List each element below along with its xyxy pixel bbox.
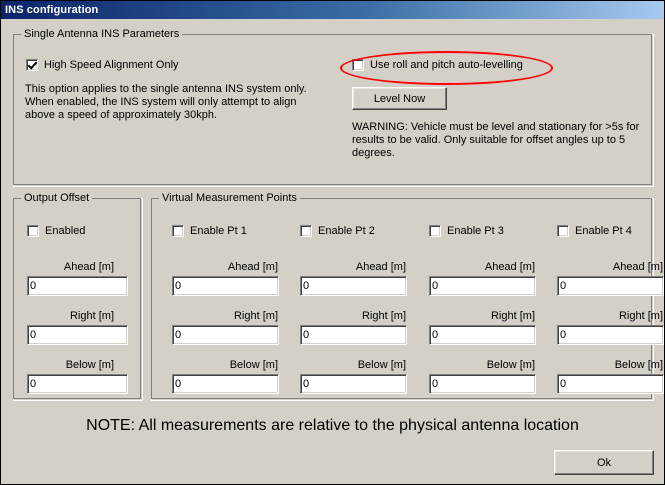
output-offset-below-label: Below [m] xyxy=(65,359,114,371)
checkbox-box-icon xyxy=(557,225,569,237)
output-offset-enabled-label: Enabled xyxy=(45,225,86,237)
pt1-below-input[interactable]: 0 xyxy=(172,374,279,394)
enable-pt-4-label: Enable Pt 4 xyxy=(575,225,632,237)
window-title: INS configuration xyxy=(5,4,99,16)
output-offset-group-title: Output Offset xyxy=(21,192,92,204)
high-speed-alignment-label: High Speed Alignment Only xyxy=(44,59,179,71)
pt3-right-label: Right [m] xyxy=(490,310,535,322)
output-offset-ahead-input[interactable]: 0 xyxy=(27,276,128,296)
output-offset-ahead-label: Ahead [m] xyxy=(63,261,114,273)
checkbox-box-icon xyxy=(26,59,38,71)
level-now-warning: WARNING: Vehicle must be level and stationary for >5s for results to be valid. Only suitable for offset angles up to 5 degrees. xyxy=(352,121,640,159)
enable-pt-1-label: Enable Pt 1 xyxy=(190,225,247,237)
pt2-right-input[interactable]: 0 xyxy=(300,325,407,345)
single-antenna-group xyxy=(13,28,654,187)
checkbox-box-icon xyxy=(27,225,39,237)
enable-pt-3-checkbox[interactable] xyxy=(429,225,504,237)
pt4-ahead-label: Ahead [m] xyxy=(612,261,663,273)
checkbox-box-icon xyxy=(429,225,441,237)
single-antenna-description: This option applies to the single antenna INS system only. When enabled, the INS system will only attempt to align above a speed of approximately 30kph. xyxy=(25,83,307,121)
enable-pt-3-label: Enable Pt 3 xyxy=(447,225,504,237)
pt1-right-label: Right [m] xyxy=(233,310,278,322)
pt3-ahead-label: Ahead [m] xyxy=(484,261,535,273)
output-offset-enabled-checkbox[interactable] xyxy=(27,225,85,237)
enable-pt-2-label: Enable Pt 2 xyxy=(318,225,375,237)
ok-button[interactable]: Ok xyxy=(554,450,654,475)
enable-pt-2-checkbox[interactable] xyxy=(300,225,375,237)
pt3-below-label: Below [m] xyxy=(486,359,535,371)
output-offset-right-label: Right [m] xyxy=(69,310,114,322)
pt4-right-label: Right [m] xyxy=(618,310,663,322)
pt3-right-input[interactable]: 0 xyxy=(429,325,536,345)
auto-levelling-label: Use roll and pitch auto-levelling xyxy=(370,59,523,71)
level-now-button[interactable]: Level Now xyxy=(352,87,447,110)
pt2-below-input[interactable]: 0 xyxy=(300,374,407,394)
checkbox-box-icon xyxy=(300,225,312,237)
enable-pt-4-checkbox[interactable] xyxy=(557,225,632,237)
pt2-below-label: Below [m] xyxy=(357,359,406,371)
single-antenna-group-title: Single Antenna INS Parameters xyxy=(21,28,182,40)
output-offset-group xyxy=(13,192,143,401)
checkbox-box-icon xyxy=(352,59,364,71)
pt4-ahead-input[interactable]: 0 xyxy=(557,276,664,296)
pt4-below-label: Below [m] xyxy=(614,359,663,371)
auto-levelling-checkbox[interactable] xyxy=(352,59,523,71)
pt1-ahead-label: Ahead [m] xyxy=(227,261,278,273)
high-speed-alignment-checkbox[interactable] xyxy=(26,59,179,71)
enable-pt-1-checkbox[interactable] xyxy=(172,225,247,237)
pt4-right-input[interactable]: 0 xyxy=(557,325,664,345)
measurements-note: NOTE: All measurements are relative to the physical antenna location xyxy=(86,417,579,434)
output-offset-right-input[interactable]: 0 xyxy=(27,325,128,345)
pt4-below-input[interactable]: 0 xyxy=(557,374,664,394)
pt2-ahead-label: Ahead [m] xyxy=(355,261,406,273)
pt1-ahead-input[interactable]: 0 xyxy=(172,276,279,296)
pt3-below-input[interactable]: 0 xyxy=(429,374,536,394)
pt3-ahead-input[interactable]: 0 xyxy=(429,276,536,296)
virtual-points-group-title: Virtual Measurement Points xyxy=(159,192,300,204)
virtual-measurement-points-group xyxy=(151,192,663,401)
checkbox-box-icon xyxy=(172,225,184,237)
title-bar xyxy=(1,1,664,19)
pt1-below-label: Below [m] xyxy=(229,359,278,371)
pt2-ahead-input[interactable]: 0 xyxy=(300,276,407,296)
pt2-right-label: Right [m] xyxy=(361,310,406,322)
output-offset-below-input[interactable]: 0 xyxy=(27,374,128,394)
dialog-client-area xyxy=(1,20,664,484)
pt1-right-input[interactable]: 0 xyxy=(172,325,279,345)
